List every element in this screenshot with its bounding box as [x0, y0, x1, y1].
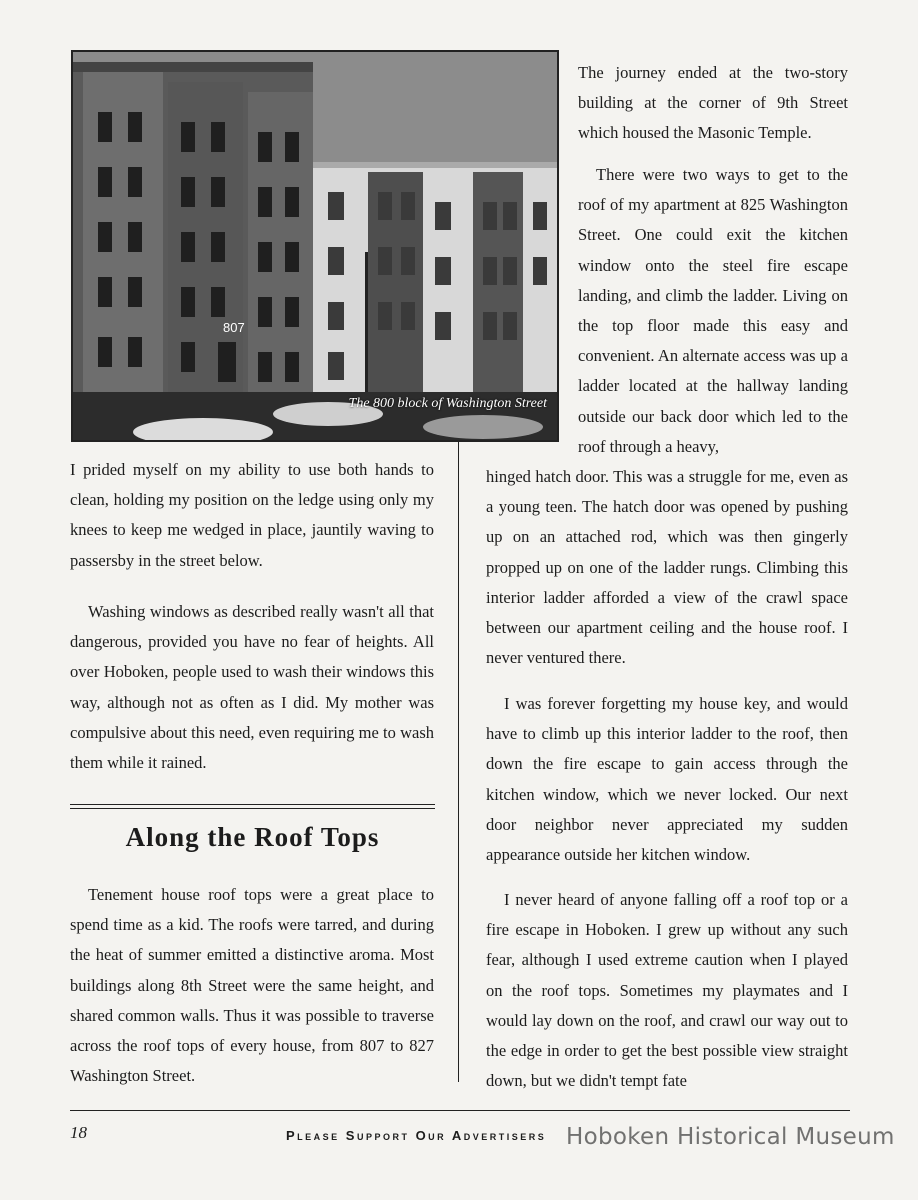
paragraph-window-cleaning: I prided myself on my ability to use both hands to clean, holding my position on the ledge using only my knees to keep me wedged in place, jauntily waving to passersby in the street below.: [70, 460, 434, 570]
watermark: Hoboken Historical Museum: [566, 1124, 895, 1150]
building-facade-image: [73, 52, 557, 440]
heading-rule-top-2: [70, 808, 435, 809]
street-photo: [71, 50, 559, 442]
paragraph-roof-access-part1: There were two ways to get to the roof of my apartment at 825 Washington Street. One could exit the kitchen window onto the steel fire escape landing, and climb the ladder. Living on the top floor made this easy and convenient. An alternate access was up a ladder located at the hallway landing outside our back door which led to the roof through a heavy,: [578, 165, 848, 456]
footer-rule: [70, 1110, 850, 1111]
paragraph-house-key: I was forever forgetting my house key, and would have to climb up this interior ladder to the roof, then down the fire escape to gain access through the kitchen window, which we never locked. Our next door neighbor never appreciated my sudden appearance outside her kitchen window.: [486, 694, 848, 865]
paragraph-washing-windows: Washing windows as described really wasn't all that dangerous, provided you have no fear of heights. All over Hoboken, people used to wash their windows this way, although not as often as I did. My mother was compulsive about this need, even requiring me to wash them while it rained.: [70, 602, 434, 773]
page-number: 18: [70, 1123, 87, 1142]
heading-rule-top: [70, 804, 435, 805]
photo-caption: The 800 block of Washington Street: [348, 396, 547, 411]
building-number-label: 807: [223, 320, 245, 335]
paragraph-journey: The journey ended at the two-story building at the corner of 9th Street which housed the Masonic Temple.: [578, 63, 848, 143]
footer-advertisers-text: Please Support Our Advertisers: [286, 1128, 547, 1143]
column-divider: [458, 442, 459, 1082]
paragraph-roof-tops: Tenement house roof tops were a great place to spend time as a kid. The roofs were tarred, and during the heat of summer emitted a distinctive aroma. Most buildings along 8th Street were the same height, and shared common walls. Thus it was possible to traverse across the roof tops of every house, from 807 to 827 Washington Street.: [70, 885, 434, 1086]
paragraph-roof-access-part2: hinged hatch door. This was a struggle for me, even as a young teen. The hatch door was opened by pushing up on an attached rod, which was then gingerly propped up on one of the ladder rungs. Climbing this interior ladder afforded a view of the crawl space between our apartment ceiling and the house roof. I never ventured there.: [486, 467, 848, 668]
section-title: Along the Roof Tops: [125, 822, 380, 852]
paragraph-roof-safety: I never heard of anyone falling off a roof top or a fire escape in Hoboken. I grew up without any such fear, although I used extreme caution when I played on the roof tops. Sometimes my playmates and I would lay down on the roof, and crawl our way out to the edge in order to get the best possible view straight down, but we didn't tempt fate: [486, 890, 848, 1091]
